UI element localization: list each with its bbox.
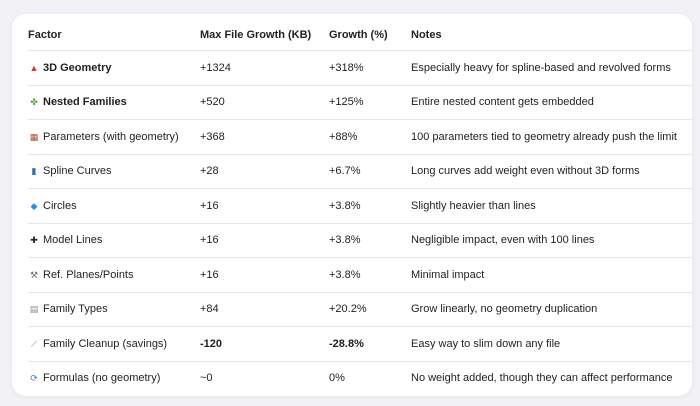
- factor-label: 3D Geometry: [43, 61, 112, 74]
- max-file-growth-cell: +16: [200, 223, 329, 258]
- notes-cell: 100 parameters tied to geometry already push the limit: [411, 120, 692, 155]
- growth-percent-cell: +88%: [329, 120, 411, 155]
- factor-label: Nested Families: [43, 96, 127, 109]
- growth-percent-cell: +20.2%: [329, 292, 411, 327]
- growth-percent-cell: -28.8%: [329, 327, 411, 362]
- header-notes: Notes: [411, 20, 692, 51]
- factor-cell: [28, 327, 200, 362]
- growth-percent-cell: +318%: [329, 51, 411, 86]
- factor-label: Formulas (no geometry): [43, 372, 161, 385]
- factor-label: Circles: [43, 199, 77, 212]
- file-cabinet-icon: ▤: [29, 304, 39, 315]
- table-row: [28, 120, 692, 155]
- growth-percent-cell: +3.8%: [329, 189, 411, 224]
- table-header-row: [28, 20, 692, 51]
- max-file-growth-cell: +368: [200, 120, 329, 155]
- red-triangle-icon: ▲: [29, 62, 39, 73]
- factor-cell: [28, 223, 200, 258]
- notes-cell: Slightly heavier than lines: [411, 189, 692, 224]
- factor-label: Family Types: [43, 303, 108, 316]
- factor-cell: [28, 154, 200, 189]
- factor-label: Parameters (with geometry): [43, 130, 179, 143]
- table-row: [28, 85, 692, 120]
- max-file-growth-cell: +1324: [200, 51, 329, 86]
- header-max-file-growth: Max File Growth (KB): [200, 20, 329, 51]
- wrench-icon: ⚒: [29, 269, 39, 280]
- header-factor: Factor: [28, 20, 200, 51]
- max-file-growth-cell: +16: [200, 258, 329, 293]
- table-row: [28, 258, 692, 293]
- growth-percent-cell: +3.8%: [329, 223, 411, 258]
- factor-label: Model Lines: [43, 234, 103, 247]
- factor-cell: [28, 361, 200, 395]
- factor-table-card: [12, 14, 692, 396]
- notes-cell: Grow linearly, no geometry duplication: [411, 292, 692, 327]
- notes-cell: Entire nested content gets embedded: [411, 85, 692, 120]
- notes-cell: Negligible impact, even with 100 lines: [411, 223, 692, 258]
- table-row: [28, 51, 692, 86]
- growth-percent-cell: +6.7%: [329, 154, 411, 189]
- repeat-icon: ⟳: [30, 373, 38, 384]
- max-file-growth-cell: +28: [200, 154, 329, 189]
- table-row: [28, 154, 692, 189]
- max-file-growth-cell: +84: [200, 292, 329, 327]
- table-row: [28, 189, 692, 224]
- bricks-icon: ▦: [29, 131, 39, 142]
- factor-label: Ref. Planes/Points: [43, 268, 134, 281]
- puzzle-icon: ✤: [30, 97, 38, 108]
- factor-cell: [28, 120, 200, 155]
- table-row: [28, 292, 692, 327]
- growth-percent-cell: 0%: [329, 372, 345, 385]
- factor-label: Spline Curves: [43, 165, 112, 178]
- plus-icon: ✚: [30, 235, 38, 246]
- factor-cell: [28, 292, 200, 327]
- factor-label: Family Cleanup (savings): [43, 337, 168, 350]
- table-row: [28, 223, 692, 258]
- notes-cell: Especially heavy for spline-based and revolved forms: [411, 51, 692, 86]
- table-row: [28, 327, 692, 362]
- notes-cell: Easy way to slim down any file: [411, 327, 692, 362]
- growth-percent-cell: +125%: [329, 85, 411, 120]
- header-growth-percent: Growth (%): [329, 20, 411, 51]
- notes-cell: Long curves add weight even without 3D forms: [411, 154, 692, 189]
- thread-spool-icon: ▮: [31, 166, 37, 177]
- factor-cell: [28, 189, 200, 224]
- broom-icon: ⟋: [30, 338, 38, 349]
- notes-cell: No weight added, though they can affect performance: [411, 372, 673, 385]
- factor-cell: [28, 258, 200, 293]
- factor-cell: [28, 51, 200, 86]
- blue-diamond-icon: ◆: [30, 200, 38, 211]
- max-file-growth-cell: +16: [200, 189, 329, 224]
- max-file-growth-cell: ~0: [200, 372, 213, 385]
- factor-table: [28, 20, 692, 395]
- notes-cell: Minimal impact: [411, 258, 692, 293]
- max-file-growth-cell: +520: [200, 85, 329, 120]
- factor-cell: [28, 85, 200, 120]
- table-row: [28, 361, 692, 395]
- max-file-growth-cell: -120: [200, 327, 329, 362]
- growth-percent-cell: +3.8%: [329, 258, 411, 293]
